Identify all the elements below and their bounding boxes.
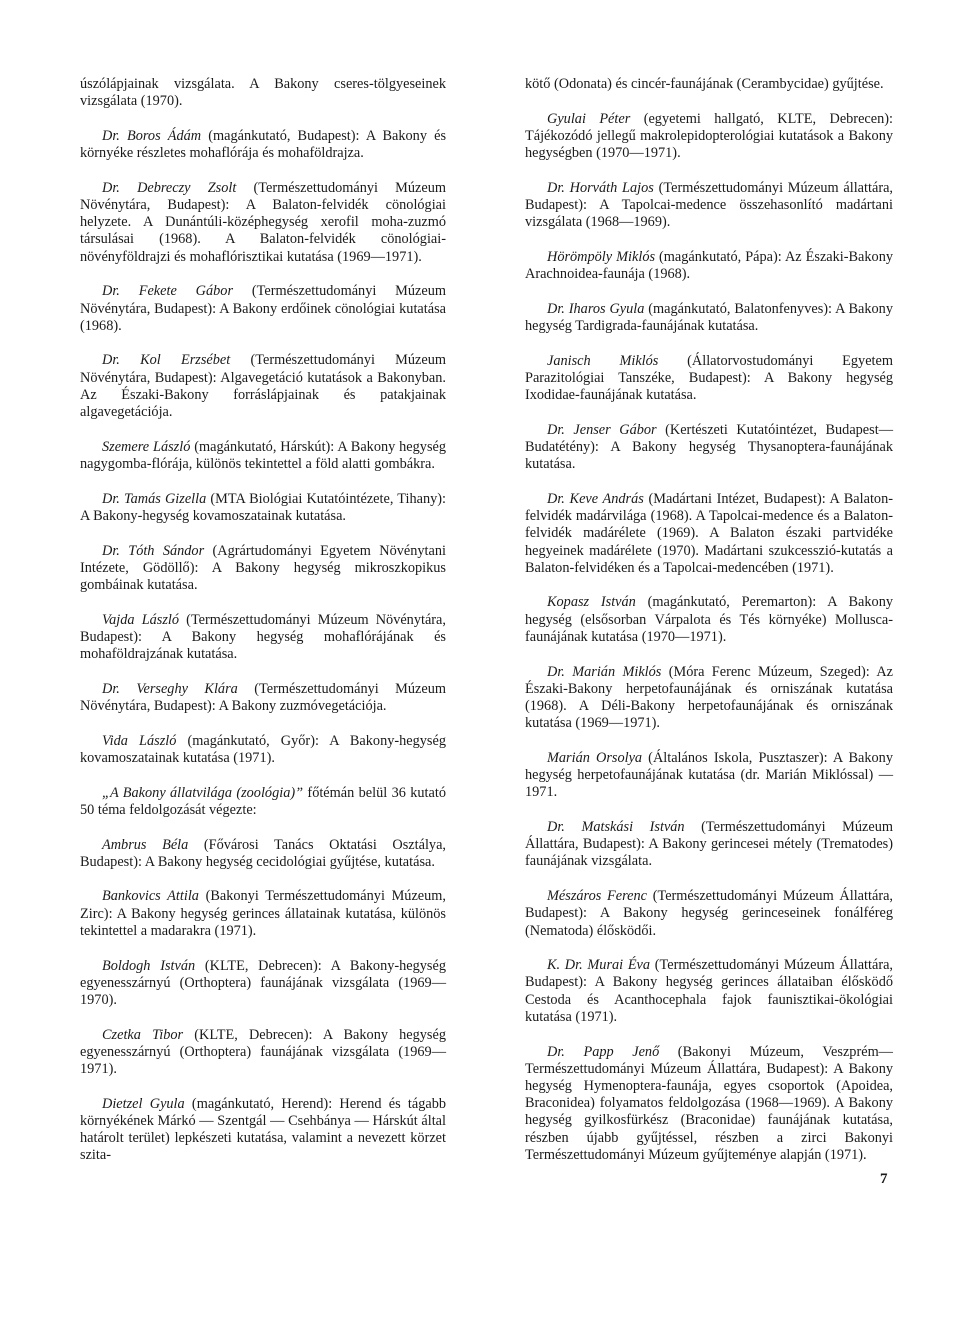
entry-text: (magánkutató, Peremarton): A Bakony hegység (elsősorban Várpalota és Tés környéke) Mollusca-faunájának kutatása (1970—1971). bbox=[525, 594, 893, 645]
page-number: 7 bbox=[880, 1171, 888, 1187]
entry bbox=[80, 612, 446, 664]
entry bbox=[525, 111, 893, 163]
entry-name: „A Bakony állatvilága (zoológia)” bbox=[102, 784, 304, 801]
entry-name: Dr. Jenser Gábor bbox=[547, 421, 657, 438]
entry bbox=[80, 1027, 446, 1079]
entry bbox=[80, 543, 446, 595]
entry-text: (Természettudományi Múzeum állattára, Budapest): A Tapolcai-medence összehasonlító madártani vizsgálata (1968—1969). bbox=[525, 179, 893, 231]
entry-name: Ambrus Béla bbox=[102, 836, 189, 853]
entry bbox=[525, 491, 893, 577]
entry bbox=[525, 888, 893, 940]
entry-text: (Általános Iskola, Pusztaszer): A Bakony hegység herpetofaunájának kutatása (dr. Marián Miklóssal) — 1971. bbox=[525, 749, 893, 801]
entry-name: K. Dr. Murai Éva bbox=[547, 957, 651, 974]
entry-text: (Természettudományi Múzeum Állattára, Budapest): A Bakony hegység gerinces állataiban élősködő Cestoda és Acanthocephala fajok faunisztikai-ökológiai kutatása (1971). bbox=[525, 957, 894, 1025]
entry-name: Dietzel Gyula bbox=[102, 1095, 185, 1112]
entry bbox=[525, 353, 893, 405]
entry-text: (Természettudományi Múzeum Állattára, Budapest): A Bakony hegység gerinceseinek fonálféreg (Nematoda) élősködői. bbox=[525, 888, 894, 939]
entry-text: (Természettudományi Múzeum Növénytára, Budapest): Algavegetáció kutatások a Bakonyban. Az Északi-Bakony forráslápjainak és patakjainak algavegetációja. bbox=[80, 352, 446, 421]
entry bbox=[80, 352, 446, 421]
entry-name: Dr. Matskási István bbox=[547, 819, 685, 835]
entry-text: (Természettudományi Múzeum Növénytára, Budapest): A Bakony zuzmóvegetációja. bbox=[80, 680, 446, 714]
entry-text: (Madártani Intézet, Budapest): A Balaton-felvidék madárvilága (1968). A Tapolcai-medence és a Balaton-felvidék madárélete (1969). A Balaton északi partvidéke hegyeinek madárélete (1970). Madártani szukcesszió-kutatás a Balaton-felvidéken és a Tapolcai-medencében (1971). bbox=[525, 490, 893, 576]
entry-text: (magánkutató, Hárskút): A Bakony hegység nagygomba-flórája, különös tekintettel a föld alatti gombákra. bbox=[80, 438, 446, 472]
entry bbox=[80, 837, 446, 871]
entry-name: Bankovics Attila bbox=[102, 888, 199, 905]
entry-name: Dr. Papp Jenő bbox=[547, 1043, 660, 1060]
entry-text: kötő (Odonata) és cincér-faunájának (Cerambycidae) gyűjtése. bbox=[525, 76, 884, 92]
entry-name: Dr. Marián Miklós bbox=[547, 663, 662, 680]
entry bbox=[525, 819, 893, 871]
entry-text: (egyetemi hallgató, KLTE, Debrecen): Tájékozódó jellegű makrolepidopterológiai kutatások a Bakony hegységben (1970—1971). bbox=[525, 110, 893, 162]
entry bbox=[80, 439, 446, 473]
entry-name: Hörömpöly Miklós bbox=[547, 248, 656, 265]
entry-name: Dr. Tóth Sándor bbox=[102, 542, 205, 559]
entry bbox=[525, 664, 893, 733]
entry-text: (Természettudományi Múzeum Állattára, Budapest): A Bakony gerincesei métely (Trematodes) faunájának vizsgálata. bbox=[525, 819, 894, 870]
entry bbox=[525, 750, 893, 802]
entry-name: Janisch Miklós bbox=[547, 352, 659, 369]
entry-text: (magánkutató, Balatonfenyves): A Bakony hegység Tardigrada-faunájának kutatása. bbox=[525, 300, 893, 335]
entry-text: (KLTE, Debrecen): A Bakony hegység egyenesszárnyú (Orthoptera) faunájának vizsgálata (1969—1971). bbox=[80, 1026, 446, 1078]
entry-name: Vida László bbox=[102, 732, 177, 749]
entry-text: (Bakonyi Múzeum, Veszprém—Természettudományi Múzeum Állattára, Budapest): A Bakony hegység Hymenoptera-faunája, egyes csoportok (Apoidea, Braconidea) folyamatos feldolgozása (1968—1969). A Bakony hegység gyilkosfürkész (Braconidae) faunájának kutatása, részben újabb gyűjtéssel, részben a zirci Bakonyi Természettudományi Múzeum gyűjteménye alapján (1971). bbox=[525, 1043, 893, 1163]
entry-text: (Móra Ferenc Múzeum, Szeged): Az Északi-Bakony herpetofaunájának és orniszának kutatása (1968). A Déli-Bakony herpetofaunájának és orniszának kutatása (1969—1971). bbox=[525, 663, 893, 732]
entry-text: (MTA Biológiai Kutatóintézete, Tihany): A Bakony-hegység kovamoszatainak kutatása. bbox=[80, 490, 446, 524]
entry-name: Vajda László bbox=[102, 611, 180, 628]
entry bbox=[525, 1044, 893, 1164]
right-column bbox=[525, 76, 893, 1181]
entry-name: Czetka Tibor bbox=[102, 1026, 184, 1043]
entry-name: Szemere László bbox=[102, 438, 191, 455]
entry-text: (Természettudományi Múzeum Növénytára, Budapest): A Balaton-felvidék cönológiai helyzete. A Dunántúli-középhegység xerofil moha-zuzmó társulásai (1968). A Balaton-felvidék cönológiai-növényföldrajzi és mohaflórisztikai kutatása (1969—1971). bbox=[80, 179, 447, 265]
entry-text: (Kertészeti Kutatóintézet, Budapest—Budatétény): A Bakony hegység Thysanoptera-faunájának kutatása. bbox=[525, 421, 893, 473]
entry bbox=[80, 128, 446, 162]
entry bbox=[80, 491, 446, 525]
entry-text: (KLTE, Debrecen): A Bakony-hegység egyenesszárnyú (Orthoptera) faunájának vizsgálata (1969—1970). bbox=[80, 957, 446, 1008]
entry-name: Gyulai Péter bbox=[547, 110, 631, 127]
entry-name: Dr. Keve András bbox=[547, 490, 644, 507]
entry bbox=[80, 958, 446, 1010]
entry bbox=[80, 681, 446, 715]
entry-name: Kopasz István bbox=[547, 594, 636, 611]
entry bbox=[80, 733, 446, 767]
entry-text: (Állatorvostudományi Egyetem Parazitológiai Tanszéke, Budapest): A Bakony hegység Ixodidae-faunájának kutatása. bbox=[525, 352, 893, 404]
entry bbox=[80, 283, 446, 335]
entry-name: Dr. Boros Ádám bbox=[102, 127, 202, 144]
entry-text: (magánkutató, Pápa): Az Északi-Bakony Arachnoidea-faunája (1968). bbox=[525, 248, 893, 283]
entry bbox=[80, 1096, 446, 1165]
entry bbox=[525, 249, 893, 283]
entry bbox=[525, 301, 893, 335]
entry-name: Dr. Kol Erzsébet bbox=[102, 352, 231, 369]
entry bbox=[80, 888, 446, 940]
entry-text: (magánkutató, Budapest): A Bakony és környéke részletes mohaflórája és mohaföldrajza. bbox=[80, 127, 447, 162]
entry bbox=[525, 957, 893, 1026]
entry-name: Dr. Tamás Gizella bbox=[102, 490, 207, 507]
entry-name: Dr. Verseghy Klára bbox=[102, 680, 238, 697]
entry bbox=[525, 180, 893, 232]
entry-text: (magánkutató, Herend): Herend és tágabb környékének Márkó — Szentgál — Csehbánya — Hárskút által határolt terület) lepkészeti kutatása, valamint a nevezett körzet szita- bbox=[80, 1095, 446, 1164]
entry-name: Dr. Iharos Gyula bbox=[547, 300, 645, 317]
entry-name: Dr. Debreczy Zsolt bbox=[102, 179, 237, 196]
entry-text: (magánkutató, Győr): A Bakony-hegység kovamoszatainak kutatása (1971). bbox=[80, 732, 446, 766]
entry-text: (Bakonyi Természettudományi Múzeum, Zirc): A Bakony hegység gerinces állatainak kutatása, különös tekintettel a madarakra (1971). bbox=[80, 888, 446, 939]
entry-name: Marián Orsolya bbox=[547, 749, 643, 766]
entry-text: (Természettudományi Múzeum Növénytára, Budapest): A Bakony erdőinek cönológiai kutatása (1968). bbox=[80, 283, 446, 334]
entry-name: Dr. Fekete Gábor bbox=[102, 283, 234, 300]
entry bbox=[80, 785, 446, 819]
entry bbox=[80, 180, 446, 266]
left-column bbox=[80, 76, 446, 1182]
entry-text: (Fővárosi Tanács Oktatási Osztálya, Budapest): A Bakony hegység cecidológiai gyűjtése, kutatása. bbox=[80, 836, 446, 870]
entry-text: úszólápjainak vizsgálata. A Bakony cseres-tölgyeseinek vizsgálata (1970). bbox=[80, 76, 446, 110]
entry bbox=[525, 422, 893, 474]
entry bbox=[525, 594, 893, 646]
entry bbox=[80, 76, 446, 110]
entry bbox=[525, 76, 893, 93]
entry-name: Dr. Horváth Lajos bbox=[547, 179, 654, 196]
entry-name: Mészáros Ferenc bbox=[547, 888, 647, 905]
entry-text: főtémán belül 36 kutató 50 téma feldolgozását végezte: bbox=[80, 784, 446, 818]
entry-text: (Agrártudományi Egyetem Növénytani Intézete, Gödöllő): A Bakony hegység mikroszkopikus gombáinak kutatása. bbox=[80, 542, 446, 593]
entry-text: (Természettudományi Múzeum Növénytára, Budapest): A Bakony hegység mohaflórájának és mohaföldrajzának kutatása. bbox=[80, 611, 446, 663]
entry-name: Boldogh István bbox=[102, 957, 196, 974]
